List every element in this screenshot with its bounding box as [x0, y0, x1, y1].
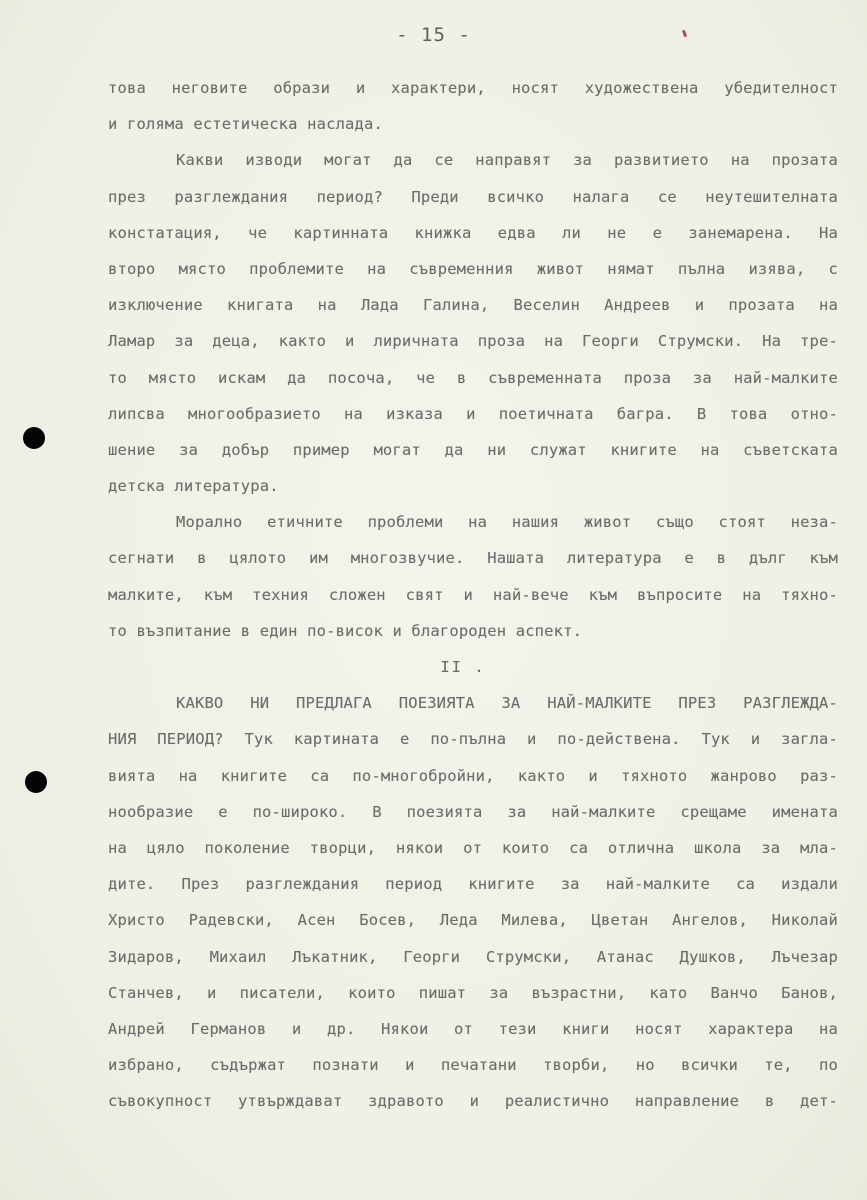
punch-hole-top: [23, 427, 45, 449]
text-line: съвокупност утвърждават здравото и реалистично направление в дет-: [108, 1092, 838, 1111]
text-line: и голяма естетическа наслада.: [108, 115, 383, 134]
text-line: Морално етичните проблеми на нашия живот също стоят неза-: [176, 513, 838, 532]
punch-hole-bottom: [25, 771, 47, 793]
text-line: Какви изводи могат да се направят за развитието на прозата: [176, 151, 838, 170]
text-line: Андрей Германов и др. Някои от тези книги носят характера на: [108, 1019, 838, 1038]
text-line: Станчев, и писатели, които пишат за възрастни, като Ванчо Банов,: [108, 983, 838, 1002]
text-line: второ място проблемите на съвременния живот нямат пълна изява, с: [108, 259, 838, 278]
text-line: Христо Радевски, Асен Босев, Леда Милева, Цветан Ангелов, Николай: [108, 911, 838, 930]
text-line: Ламар за деца, както и лиричната проза на Георги Струмски. На тре-: [108, 332, 838, 351]
text-line: на цяло поколение творци, някои от които са отлична школа за мла-: [108, 838, 838, 857]
text-line: избрано, съдържат познати и печатани творби, но всички те, по: [108, 1056, 838, 1075]
text-line: шение за добър пример могат да ни служат книгите на съветската: [108, 440, 838, 459]
text-line: нообразие е по-широко. В поезията за най-малките срещаме имената: [108, 802, 838, 821]
text-line: малките, към техния сложен свят и най-вече към въпросите на тяхно-: [108, 585, 838, 604]
text-line: детска литература.: [108, 477, 279, 496]
text-line: това неговите образи и характери, носят художествена убедителност: [108, 79, 838, 97]
page-number: - 15 -: [396, 24, 471, 46]
text-line: Зидаров, Михаил Лъкатник, Георги Струмски, Атанас Душков, Лъчезар: [108, 947, 838, 966]
text-line: КАКВО НИ ПРЕДЛАГА ПОЕЗИЯТА ЗА НАЙ-МАЛКИТЕ ПРЕЗ РАЗГЛЕЖДА-: [176, 694, 838, 713]
text-line: изключение книгата на Лада Галина, Веселин Андреев и прозата на: [108, 296, 838, 315]
text-line: констатация, че картинната книжка едва ли не е занемарена. На: [108, 223, 838, 242]
text-line: дите. През разглеждания период книгите за най-малките са издали: [108, 875, 838, 894]
text-line: то възпитание в един по-висок и благороден аспект.: [108, 621, 583, 640]
text-line: сегнати в цялото им многозвучие. Нашата литература е в дълг към: [108, 549, 838, 568]
text-line: вията на книгите са по-многобройни, както и тяхното жанрово раз-: [108, 766, 838, 785]
text-line: то място искам да посоча, че в съвременната проза за най-малките: [108, 368, 838, 387]
text-line: през разглеждания период? Преди всичко налага се неутешителната: [108, 187, 838, 206]
text-line: НИЯ ПЕРИОД? Тук картината е по-пълна и по-действена. Тук и загла-: [108, 730, 838, 749]
section-heading: II .: [440, 658, 486, 676]
typewritten-text-body: [108, 70, 838, 1119]
text-line: липсва многообразието на изказа и поетичната багра. В това отно-: [108, 404, 838, 423]
